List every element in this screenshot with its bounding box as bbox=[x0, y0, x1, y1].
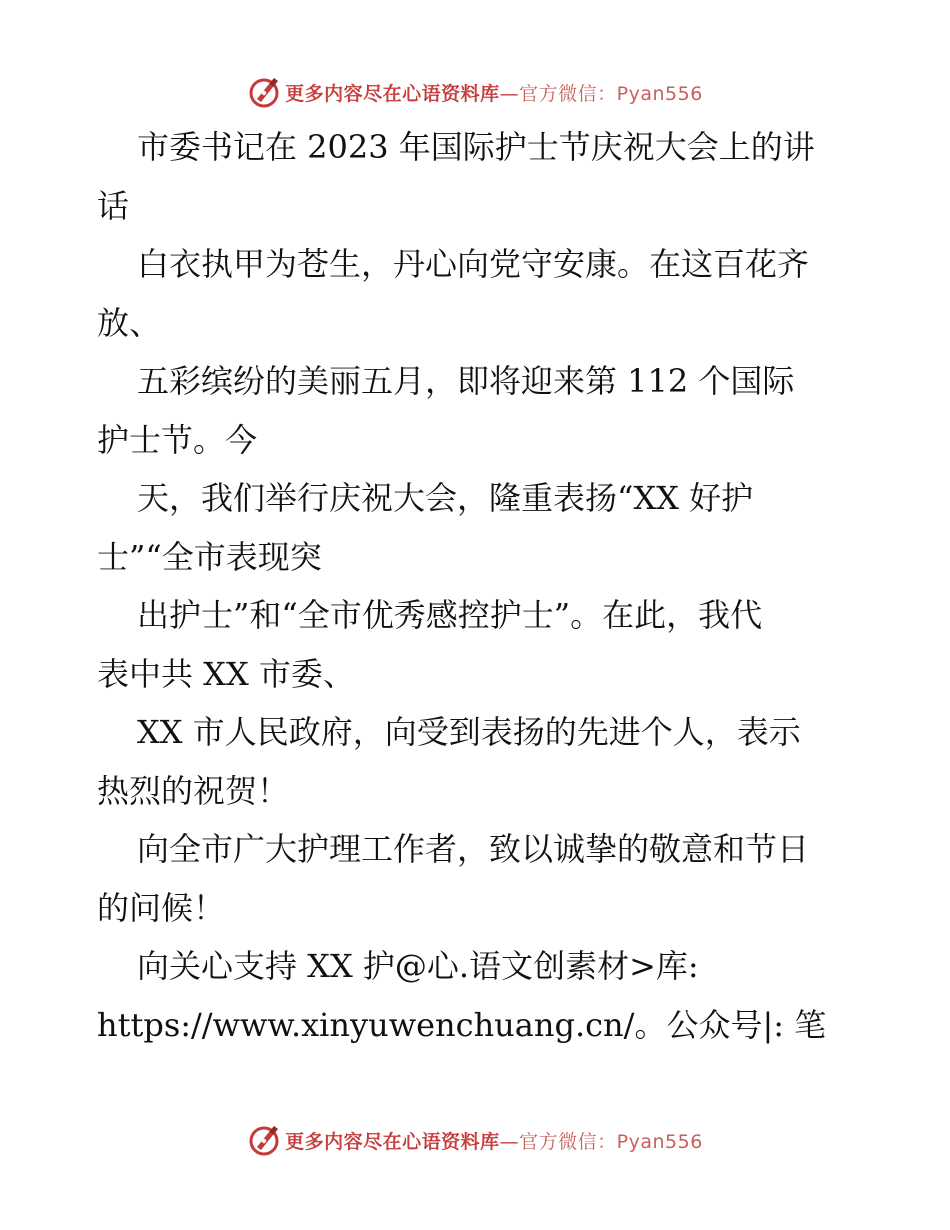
text-line: XX 市人民政府，向受到表扬的先进个人，表示 bbox=[137, 713, 801, 751]
text-line: 话 bbox=[97, 186, 130, 225]
text-line: 向全市广大护理工作者，致以诚挚的敬意和节日 bbox=[137, 830, 810, 868]
header-watermark-banner bbox=[0, 70, 950, 114]
text-line: 护士节。今 bbox=[97, 420, 258, 459]
pen-circle-logo-icon bbox=[247, 75, 281, 109]
watermark-wechat: 官方微信：Pyan556 bbox=[519, 82, 703, 105]
document-body bbox=[97, 118, 857, 1054]
text-line: 白衣执甲为苍生，丹心向党守安康。在这百花齐 bbox=[137, 245, 810, 283]
text-line: 放、 bbox=[97, 303, 162, 342]
text-line: 热烈的祝贺！ bbox=[97, 771, 290, 810]
watermark-separator: — bbox=[499, 1130, 520, 1153]
text-line: 向关心支持 XX 护@心.语文创素材>库: bbox=[137, 947, 699, 985]
watermark-wechat: 官方微信：Pyan556 bbox=[519, 1130, 703, 1153]
text-line: 出护士”和“全市优秀感控护士”。在此，我代 bbox=[137, 596, 763, 634]
text-line: https://www.xinyuwenchuang.cn/。公众号|: 笔 bbox=[97, 1005, 827, 1044]
text-line: 的问候！ bbox=[97, 888, 226, 927]
text-line: 天，我们举行庆祝大会，隆重表扬“XX 好护 bbox=[137, 479, 754, 517]
text-line: 表中共 XX 市委、 bbox=[97, 654, 355, 693]
text-line: 士”“全市表现突 bbox=[97, 537, 322, 576]
footer-watermark-banner bbox=[0, 1118, 950, 1162]
text-line: 五彩缤纷的美丽五月，即将迎来第 112 个国际 bbox=[137, 362, 795, 400]
text-line: 市委书记在 2023 年国际护士节庆祝大会上的讲 bbox=[137, 128, 815, 166]
watermark-text bbox=[285, 79, 703, 106]
watermark-brand: 更多内容尽在心语资料库 bbox=[285, 82, 500, 105]
pen-circle-logo-icon bbox=[247, 1123, 281, 1157]
watermark-separator: — bbox=[499, 82, 520, 105]
watermark-text bbox=[285, 1127, 703, 1154]
watermark-brand: 更多内容尽在心语资料库 bbox=[285, 1130, 500, 1153]
